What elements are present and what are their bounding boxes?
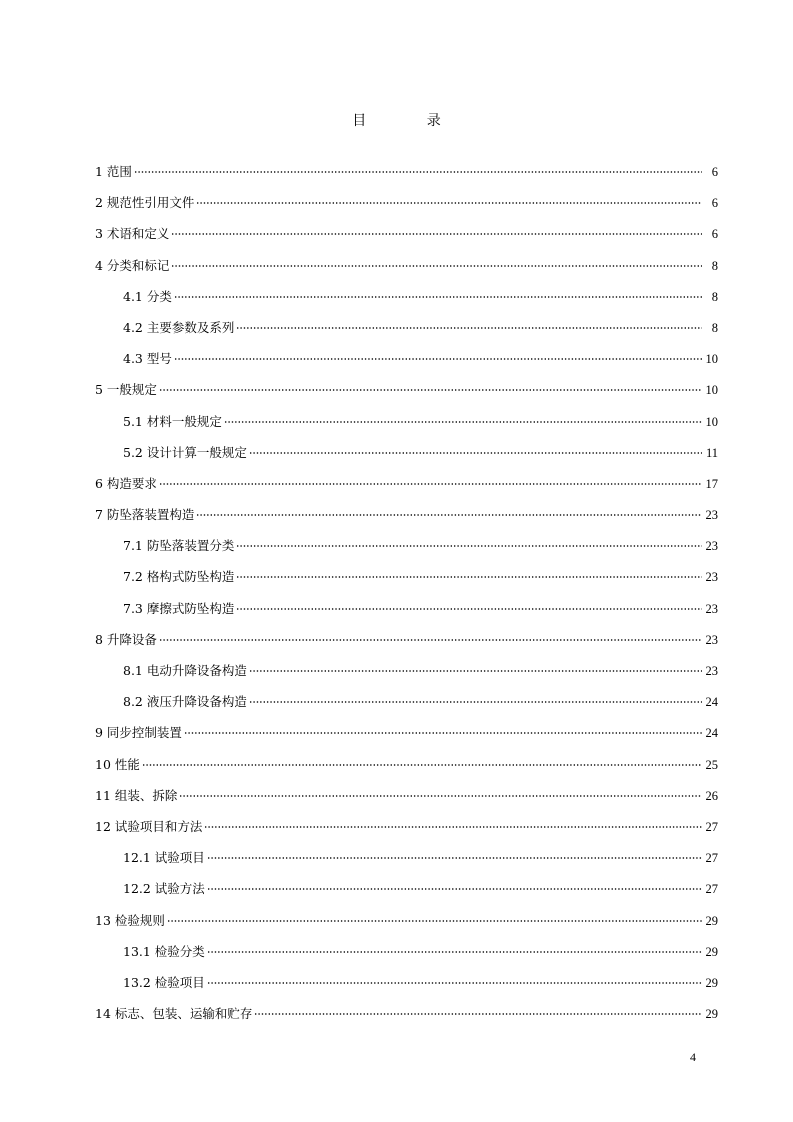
toc-entry[interactable]	[95, 967, 718, 998]
toc-entry-label: 8.2 液压升降设备构造	[123, 694, 247, 710]
dot-leader	[159, 639, 702, 641]
toc-entry-page: 25	[705, 757, 718, 772]
toc-entry-page: 8	[711, 320, 718, 335]
toc-entry-label: 12 试验项目和方法	[95, 818, 203, 834]
toc-entry[interactable]	[95, 156, 718, 187]
toc-entry-label: 11 组装、拆除	[95, 787, 178, 803]
dot-leader	[224, 421, 702, 423]
toc-entry[interactable]	[95, 905, 718, 936]
toc-entry[interactable]	[95, 811, 718, 842]
toc-entry-page: 10	[705, 352, 718, 367]
toc-entry-label: 5.1 材料一般规定	[123, 413, 222, 429]
toc-entry[interactable]	[95, 250, 718, 281]
toc-entry-label: 8 升降设备	[95, 631, 157, 647]
toc-entry[interactable]	[95, 842, 718, 873]
toc-entry-page: 24	[705, 695, 718, 710]
toc-entry-page: 8	[711, 258, 718, 273]
toc-entry-label: 12.2 试验方法	[123, 881, 205, 897]
toc-entry[interactable]	[95, 343, 718, 374]
toc-entry-label: 13.1 检验分类	[123, 943, 205, 959]
dot-leader	[207, 951, 702, 953]
toc-entry-label: 13.2 检验项目	[123, 974, 205, 990]
toc-entry[interactable]	[95, 873, 718, 904]
toc-entry-label: 2 规范性引用文件	[95, 195, 195, 211]
dot-leader	[184, 732, 702, 734]
toc-entry-label: 7.1 防坠落装置分类	[123, 538, 235, 554]
toc-entry[interactable]	[95, 561, 718, 592]
toc-entry-page: 29	[705, 944, 718, 959]
toc-entry[interactable]	[95, 468, 718, 499]
toc-entry-page: 29	[705, 1007, 718, 1022]
dot-leader	[207, 982, 702, 984]
toc-entry-page: 6	[711, 196, 718, 211]
toc-entry-page: 10	[705, 383, 718, 398]
toc-entry-label: 4.1 分类	[123, 288, 172, 304]
dot-leader	[249, 670, 702, 672]
toc-entry-label: 13 检验规则	[95, 912, 165, 928]
toc-entry[interactable]	[95, 593, 718, 624]
toc-entry-page: 27	[705, 819, 718, 834]
toc-entry-page: 27	[705, 851, 718, 866]
toc-entry-label: 10 性能	[95, 756, 140, 772]
toc-entry[interactable]	[95, 998, 718, 1029]
toc-entry-page: 29	[705, 913, 718, 928]
toc-entry-page: 23	[705, 601, 718, 616]
toc-entry-page: 26	[705, 788, 718, 803]
toc-entry-page: 6	[711, 227, 718, 242]
toc-entry-page: 11	[705, 445, 718, 460]
toc-entry[interactable]	[95, 749, 718, 780]
toc-entry[interactable]	[95, 437, 718, 468]
toc-entry-page: 23	[705, 664, 718, 678]
toc-entry-label: 7.2 格构式防坠构造	[123, 569, 235, 585]
dot-leader	[174, 296, 702, 298]
toc-entry-label: 6 构造要求	[95, 475, 157, 491]
dot-leader	[179, 795, 702, 797]
toc-entry-label: 7 防坠落装置构造	[95, 507, 195, 523]
dot-leader	[207, 857, 702, 859]
dot-leader	[249, 452, 702, 454]
toc-entry[interactable]	[95, 187, 718, 218]
toc-entry-label: 9 同步控制装置	[95, 725, 182, 741]
dot-leader	[236, 327, 702, 329]
dot-leader	[174, 358, 702, 360]
toc-entry-page: 23	[705, 632, 718, 647]
toc-entry-label: 5.2 设计计算一般规定	[123, 444, 247, 460]
toc-entry-page: 29	[705, 975, 718, 990]
dot-leader	[249, 701, 702, 703]
toc-entry[interactable]	[95, 499, 718, 530]
toc-entry[interactable]	[95, 780, 718, 811]
table-of-contents	[95, 156, 718, 1029]
toc-entry-page: 17	[705, 476, 718, 491]
toc-entry-page: 27	[705, 882, 718, 897]
toc-entry-page: 6	[711, 165, 718, 179]
dot-leader	[159, 483, 702, 485]
toc-entry-page: 23	[705, 508, 718, 523]
dot-leader	[171, 233, 702, 235]
dot-leader	[167, 920, 702, 922]
toc-entry[interactable]	[95, 406, 718, 437]
dot-leader	[236, 576, 702, 578]
toc-entry[interactable]	[95, 218, 718, 249]
toc-entry-page: 23	[705, 570, 718, 585]
dot-leader	[236, 608, 702, 610]
toc-entry[interactable]	[95, 530, 718, 561]
dot-leader	[204, 826, 702, 828]
page-number: 4	[690, 1050, 696, 1064]
dot-leader	[196, 514, 702, 516]
toc-entry[interactable]	[95, 655, 718, 686]
toc-title: 目 录	[352, 113, 469, 129]
dot-leader	[134, 171, 702, 173]
dot-leader	[142, 764, 702, 766]
toc-entry[interactable]	[95, 936, 718, 967]
toc-entry[interactable]	[95, 686, 718, 717]
toc-entry[interactable]	[95, 624, 718, 655]
toc-entry-label: 1 范围	[95, 164, 132, 179]
dot-leader	[196, 202, 702, 204]
toc-entry-label: 4 分类和标记	[95, 257, 170, 273]
toc-entry[interactable]	[95, 374, 718, 405]
toc-entry-label: 7.3 摩擦式防坠构造	[123, 600, 235, 616]
dot-leader	[254, 1013, 702, 1015]
toc-entry-page: 10	[705, 414, 718, 429]
toc-entry-label: 4.2 主要参数及系列	[123, 319, 235, 335]
dot-leader	[207, 888, 702, 890]
toc-entry-label: 8.1 电动升降设备构造	[123, 663, 247, 678]
toc-entry-label: 5 一般规定	[95, 382, 157, 398]
toc-entry[interactable]	[95, 281, 718, 312]
toc-entry-page: 23	[705, 539, 718, 554]
toc-entry-label: 14 标志、包装、运输和贮存	[95, 1006, 253, 1022]
toc-entry-label: 3 术语和定义	[95, 226, 170, 242]
toc-entry-label: 12.1 试验项目	[123, 850, 205, 866]
toc-entry-page: 24	[705, 726, 718, 741]
toc-entry[interactable]	[95, 717, 718, 748]
toc-entry-page: 8	[711, 289, 718, 304]
dot-leader	[236, 545, 702, 547]
dot-leader	[171, 265, 702, 267]
toc-entry[interactable]	[95, 312, 718, 343]
toc-entry-label: 4.3 型号	[123, 351, 172, 367]
dot-leader	[159, 389, 702, 391]
